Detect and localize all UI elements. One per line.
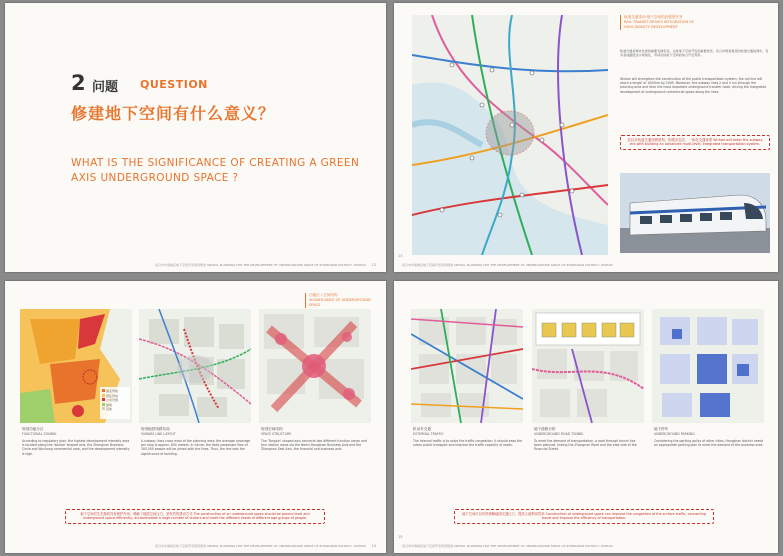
panel-caption-cn: 规划空间结构 xyxy=(261,427,283,431)
page-number: 13 xyxy=(398,254,403,258)
callout-box: 地下空间对生态基底具有保护作用，缓解了地面空间压力，是有效的建设方式 The construction of an underground space should be ground level and underground space efficiently, accommodate a large number of visitors and meet the different needs of different age groups of people. xyxy=(65,509,325,524)
question-cn: 修建地下空间有什么意义？ xyxy=(71,104,276,123)
panel-caption-cn: 规划功能分区 xyxy=(22,427,44,431)
page-footer: 武汉市中南地区地下空间开发利用规划 SPATIAL PLANNING FOR THE DEVELOPMENT OF UNDERGROUND SPACE OF ZHONGNAN DISTRICT, WUHAN xyxy=(402,544,613,548)
panel-caption-en: SPACE STRUCTURE xyxy=(261,432,292,436)
zoning-legend: 商业用地 居住用地 公共设施 绿地 其他 xyxy=(102,389,132,412)
panel-caption-en: SUBWAY LINE LAYOUT xyxy=(141,432,176,436)
panel-caption-en: FUNCTIONAL ZONING xyxy=(22,432,57,436)
section-tag: 轨道交通带动·地下空间的高强度开发 RAIL TRANSIT DRIVES INTEGRATION OF HIGH DENSITY DEVELOPMENT xyxy=(620,15,704,30)
panel-caption-cn: 地下停车 xyxy=(654,427,669,431)
question-number: 2 xyxy=(71,71,86,95)
page-footer: 武汉市中南地区地下空间开发利用规划 SPATIAL PLANNING FOR THE DEVELOPMENT OF UNDERGROUND SPACE OF ZHONGNAN DISTRICT, WUHAN xyxy=(155,263,366,267)
spread-page-significance xyxy=(5,281,386,553)
panel-text: According to regulatory plan, the highest development intensity area is located along the 'double' shaped axis, the Zhongnan Business Circle and Wuchang commercial area, and the development intensity is high. xyxy=(22,439,130,456)
panel-text: The 'Tongxin' shaped axis connects two different function zones and four station areas via the North-Hongshan Business Axis and the Zhongnan East Axis, the financial and business axis. xyxy=(261,439,367,452)
page-footer: 武汉市中南地区地下空间开发利用规划 SPATIAL PLANNING FOR THE DEVELOPMENT OF UNDERGROUND SPACE OF ZHONGNAN DISTRICT, WUHAN xyxy=(402,263,613,267)
panel-text: The internal traffic is to solve the traffic congestion; it should ease the urban public transport and improve the traffic capacity of roads. xyxy=(413,439,523,448)
panel-caption-cn: 地下道路分析 xyxy=(534,427,556,431)
panel-text: Considering the parking policy of other cities, Hongshan district needs an appropriate parking plan to meet the demand of the business area. xyxy=(654,439,764,448)
page-number: 12 xyxy=(371,263,376,267)
question-title-cn: 问题 xyxy=(92,80,119,95)
page-number: 15 xyxy=(398,535,403,539)
panel-caption-en: UNDERGROUND ROAD TUNNEL xyxy=(534,432,584,436)
road-tunnel-map xyxy=(532,309,644,423)
panel-text: To meet the demand of transportation, a road through tunnel has been planned, linking the Zhongnan Road and the east side of the Financial Street. xyxy=(534,439,637,452)
panel-caption-cn: 规划地铁线路布局 xyxy=(141,427,170,431)
transit-map xyxy=(412,15,608,255)
page-number: 14 xyxy=(371,544,376,548)
question-en: WHAT IS THE SIGNIFICANCE OF CREATING A GREEN AXIS UNDERGROUND SPACE ? xyxy=(71,157,360,184)
paragraph-en: Wuhan will strengthen the construction of the public transportation system; the rail line will reach a length of 1000km by 2049. Moreover, the subway lines 2 and 4 run through the planning area and form the most important underground transfer node, driving the integrated development of underground commercial space along the lines. xyxy=(620,77,767,94)
external-traffic-map xyxy=(411,309,523,423)
panel-caption-en: EXTERNAL TRAFFIC xyxy=(413,432,444,436)
space-structure-map xyxy=(259,309,371,423)
callout-box: 武汉市轨道交通线网规划，构建多层次、一体化交通体系 Wuhan will enter the subway era with building an advanced multi-level, integrated transportation system. xyxy=(620,135,770,150)
question-title-en: QUESTION xyxy=(140,78,208,91)
page-footer: 武汉市中南地区地下空间开发利用规划 SPATIAL PLANNING FOR THE DEVELOPMENT OF UNDERGROUND SPACE OF ZHONGNAN DISTRICT, WUHAN xyxy=(155,544,366,548)
subway-train-photo xyxy=(620,173,770,253)
underground-parking-map xyxy=(652,309,764,423)
spread-page-transit xyxy=(394,3,778,272)
spread-page-traffic xyxy=(394,281,778,553)
spread-page-question xyxy=(5,3,386,272)
panel-caption-en: UNDERGROUND PARKING xyxy=(654,432,695,436)
paragraph-cn: 轨道交通是城市发展的重要支撑系统，也是地下空间开发的重要依托。武汉市规划建设的轨道交通线网中，有多条线路经过中南地区，带动沿线地下空间的综合开发利用。 xyxy=(620,49,769,58)
section-tag: 功能区 / 空间结构 SIGNIFICANCE OF UNDERGROUND SPACE xyxy=(305,293,379,308)
panel-text: A subway lines cross most of the planning area; the average coverage per stop is approx. 800 meters. In future, the daily passenger flow of 300,000 people will be joined with the lines. Thus, the line sets the significance of building. xyxy=(141,439,251,456)
callout-box: 地下空间可以有效缓解地面交通压力，提高土地利用效率 Construction of underground space can improve the congestion of the surface traffic, connecting travel and improve the efficiency of transportation. xyxy=(454,509,714,524)
panel-caption-cn: 机动车交通 xyxy=(413,427,431,431)
subway-layout-map xyxy=(139,309,251,423)
